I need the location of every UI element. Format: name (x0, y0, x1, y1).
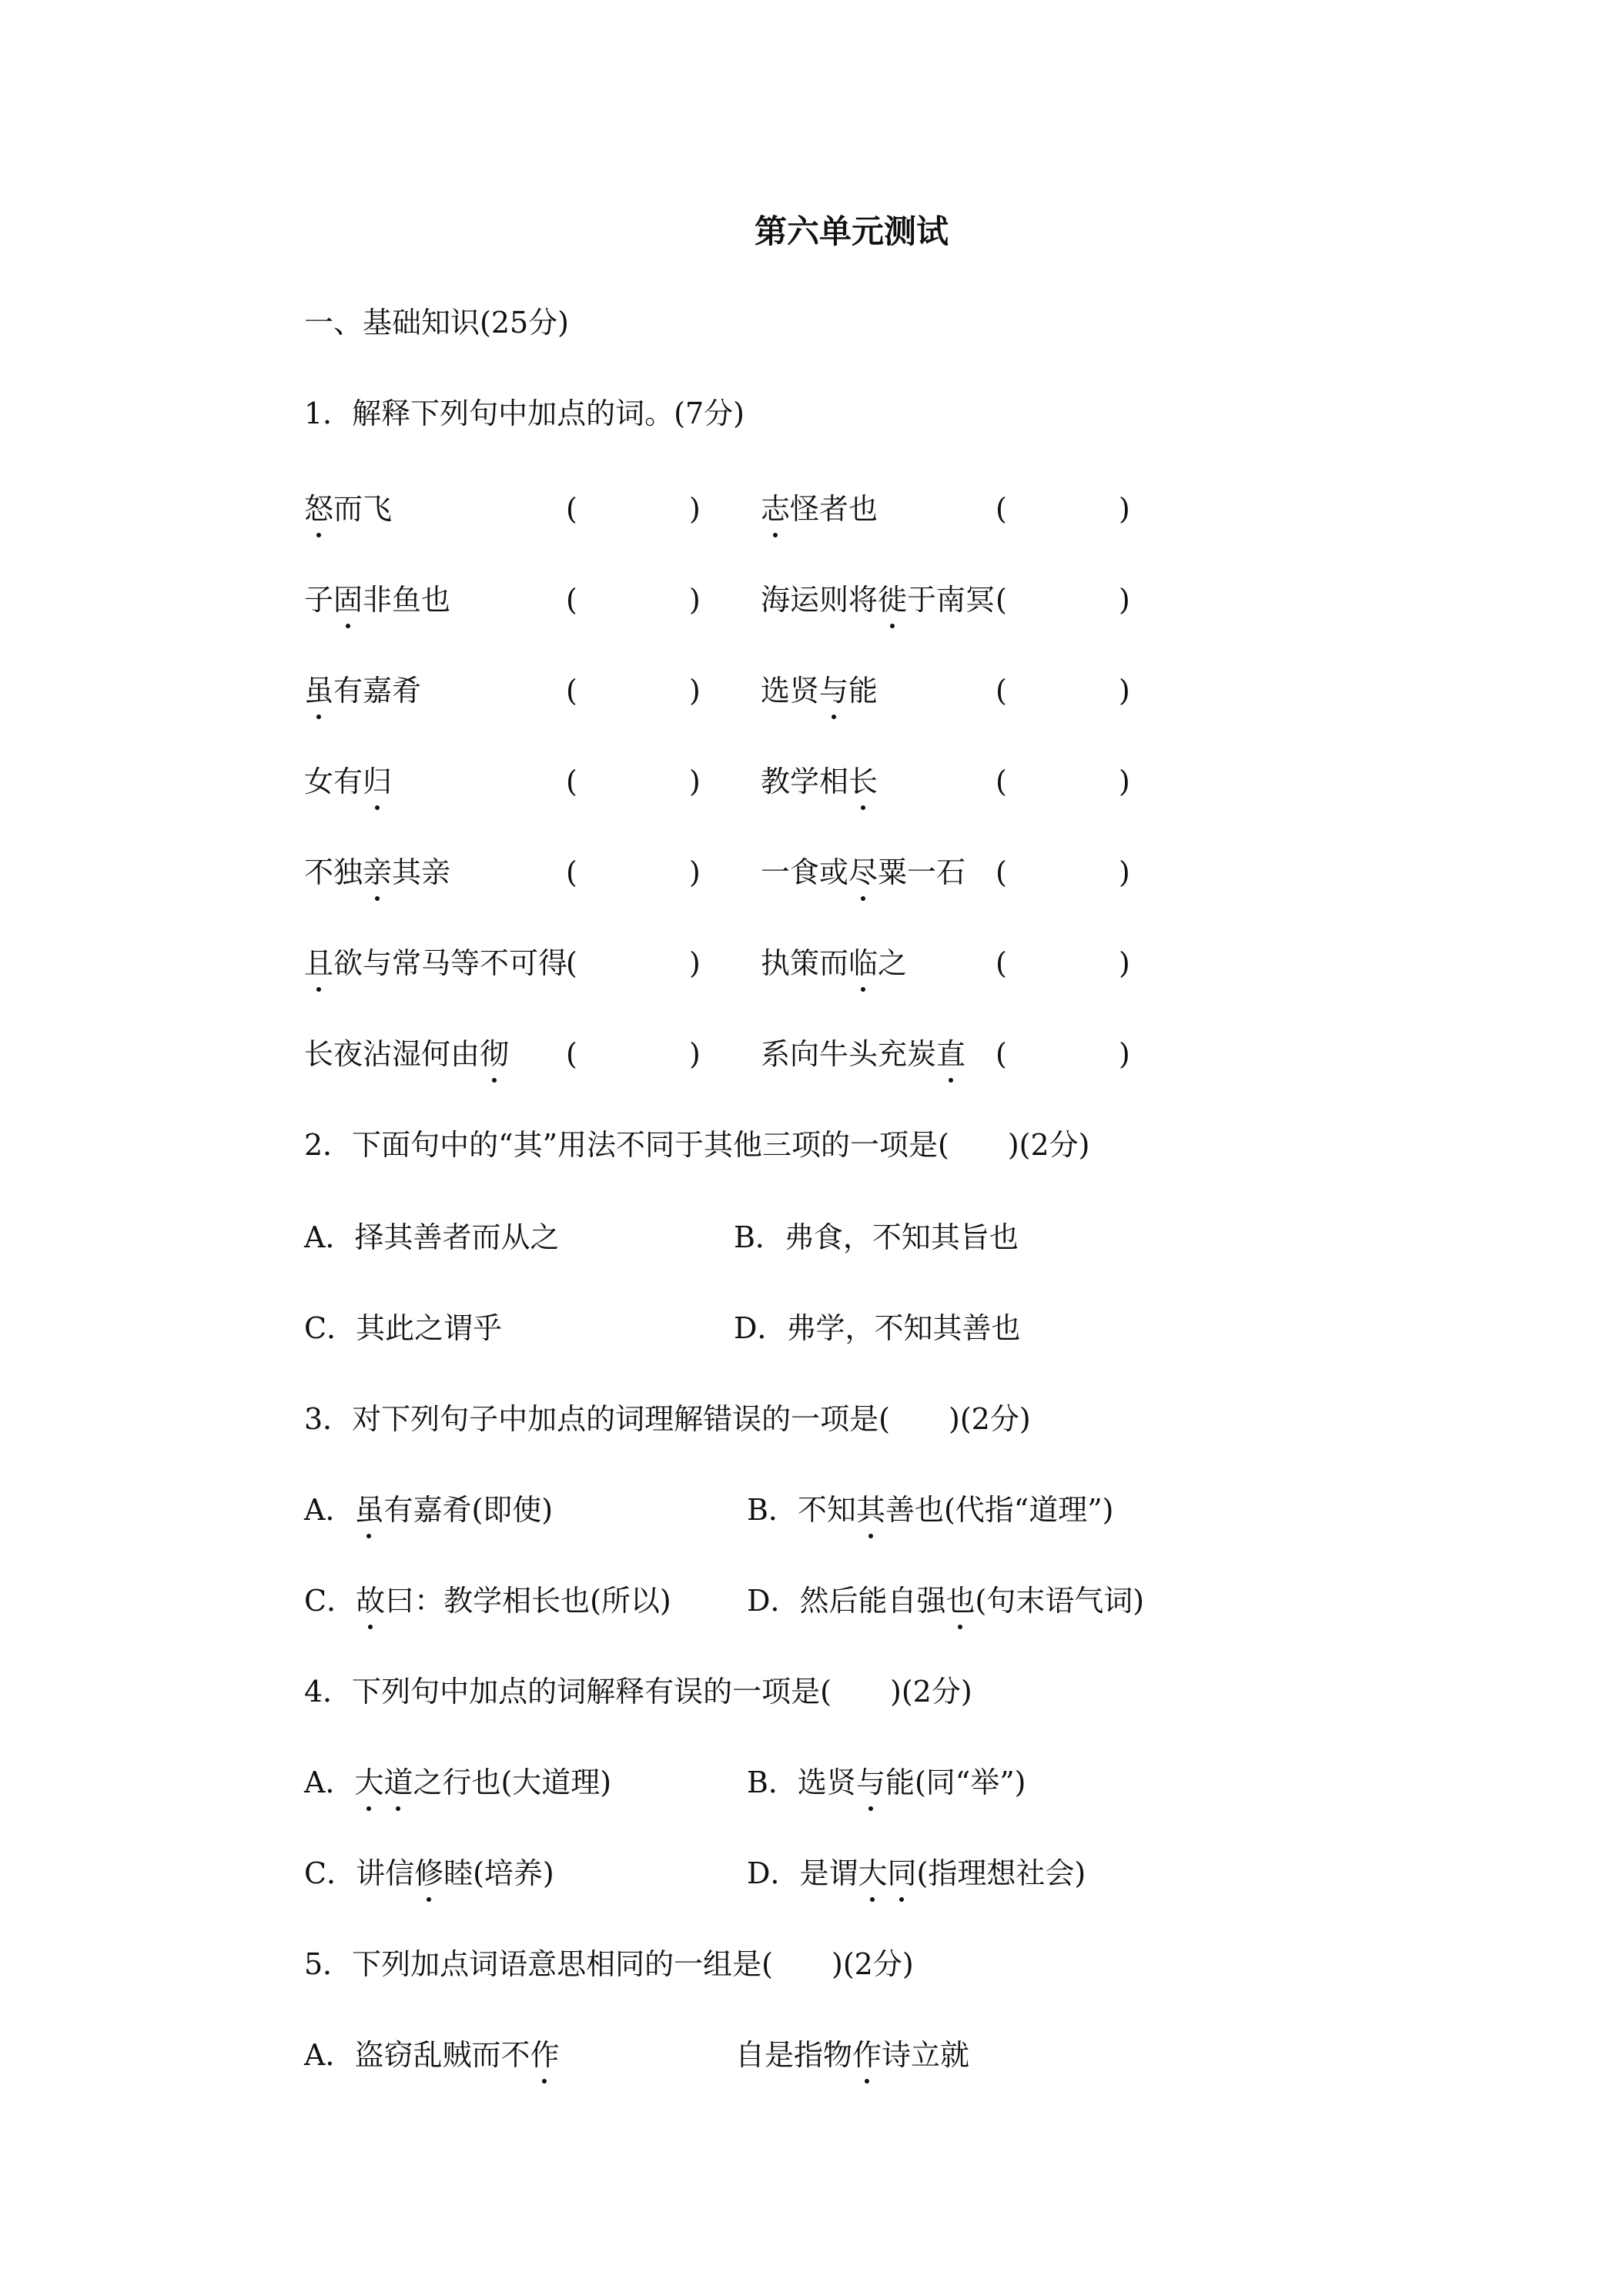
emphasis-dot-word: 虽 (354, 1491, 383, 1529)
emphasis-dot-word: 与 (819, 671, 848, 710)
answer-paren-open: ( (996, 765, 1007, 798)
emphasis-dot-word: 道 (383, 1763, 413, 1802)
answer-paren-close: ) (689, 583, 701, 617)
answer-paren-open: ( (566, 492, 577, 526)
question-1-item-left (304, 944, 567, 982)
emphasis-dot-word: 亲 (363, 853, 392, 892)
answer-paren-close: ) (1119, 855, 1130, 889)
question-1-item-right (761, 1035, 965, 1073)
emphasis-dot-word: 徙 (878, 581, 907, 619)
emphasis-dot-word: 尽 (848, 853, 878, 892)
item-text: 系向牛头充炭 (761, 1037, 937, 1071)
question-1-stem: 1．解释下列句中加点的词。(7分) (304, 397, 745, 430)
answer-paren-close: ) (1119, 492, 1130, 526)
question-1-item-left (304, 671, 421, 710)
emphasis-dot-word: 故 (356, 1581, 385, 1620)
answer-paren-open: ( (566, 674, 577, 708)
answer-paren-close: ) (689, 765, 701, 798)
item-text: 其亲 (392, 855, 451, 889)
question-3-stem: 3．对下列句子中加点的词理解错误的一项是( )(2分) (304, 1402, 1031, 1436)
item-text: 之 (878, 946, 908, 980)
question-2-option-b: B．弗食，不知其旨也 (734, 1220, 1019, 1254)
item-text: 海运则将 (761, 583, 878, 617)
answer-paren-close: ) (689, 946, 701, 980)
question-4-option-a: A．大道之行也(大道理) (304, 1763, 611, 1802)
question-2-option-c: C．其此之谓乎 (304, 1311, 503, 1345)
question-1-item-right (761, 671, 878, 710)
item-text: 能 (848, 674, 878, 708)
question-4-stem: 4．下列句中加点的词解释有误的一项是( )(2分) (304, 1675, 972, 1709)
emphasis-dot-word: 直 (936, 1035, 965, 1073)
question-1-item-left (304, 490, 392, 528)
question-3-option-b: B．不知其善也(代指“道理”) (747, 1491, 1113, 1529)
section-heading: 一、基础知识(25分) (304, 306, 570, 340)
question-1-item-right (761, 853, 965, 892)
answer-paren-close: ) (689, 855, 701, 889)
answer-paren-close: ) (1119, 765, 1130, 798)
answer-paren-open: ( (996, 946, 1007, 980)
question-4-option-c: C．讲信修睦(培养) (304, 1854, 554, 1893)
item-text: 选贤 (761, 674, 820, 708)
answer-paren-open: ( (566, 765, 577, 798)
answer-paren-close: ) (689, 674, 701, 708)
answer-paren-close: ) (1119, 1037, 1130, 1071)
item-text: 而飞 (333, 492, 393, 526)
emphasis-dot-word: 虽 (304, 671, 333, 710)
emphasis-dot-word: 长 (848, 762, 878, 801)
question-1-item-left (304, 581, 450, 619)
emphasis-dot-word: 大 (858, 1854, 887, 1893)
answer-paren-close: ) (689, 1037, 701, 1071)
question-3-option-a: A．虽有嘉肴(即使) (304, 1491, 553, 1529)
item-text: 女有 (304, 765, 363, 798)
emphasis-dot-word: 与 (856, 1763, 885, 1802)
emphasis-dot-word: 同 (887, 1854, 916, 1893)
item-text: 教学相 (761, 765, 849, 798)
question-4-option-d: D．是谓大同(指理想社会) (747, 1854, 1086, 1893)
question-1-item-right (761, 944, 907, 982)
page-title: 第六单元测试 (755, 213, 949, 250)
answer-paren-close: ) (1119, 674, 1130, 708)
question-1-item-right (761, 490, 878, 528)
item-text: 怪者也 (790, 492, 878, 526)
emphasis-dot-word: 大 (354, 1763, 383, 1802)
answer-paren-close: ) (689, 492, 701, 526)
item-text: 子 (304, 583, 334, 617)
item-text: 执策而 (761, 946, 849, 980)
answer-paren-open: ( (566, 946, 577, 980)
item-text: 不独 (304, 855, 363, 889)
emphasis-dot-word: 其 (856, 1491, 885, 1529)
question-2-option-a: A．择其善者而从之 (304, 1220, 560, 1254)
question-1-item-right (761, 762, 878, 801)
emphasis-dot-word: 也 (945, 1581, 975, 1620)
question-1-item-left (304, 1035, 509, 1073)
emphasis-dot-word: 固 (333, 581, 363, 619)
answer-paren-open: ( (566, 1037, 577, 1071)
item-text: 欲与常马等不可得 (333, 946, 568, 980)
question-5-stem: 5．下列加点词语意思相同的一组是( )(2分) (304, 1947, 914, 1981)
answer-paren-open: ( (996, 492, 1007, 526)
question-5-option-a-left: A．盗窃乱贼而不作 (304, 2036, 559, 2074)
question-5-option-a-right: 自是指物作诗立就 (735, 2036, 969, 2074)
item-text: 一食或 (761, 855, 849, 889)
item-text: 长夜沾湿何由 (304, 1037, 480, 1071)
emphasis-dot-word: 修 (414, 1854, 443, 1893)
emphasis-dot-word: 志 (761, 490, 790, 528)
emphasis-dot-word: 归 (363, 762, 392, 801)
answer-paren-close: ) (1119, 946, 1130, 980)
answer-paren-open: ( (996, 855, 1007, 889)
answer-paren-close: ) (1119, 583, 1130, 617)
item-text: 非鱼也 (363, 583, 451, 617)
item-text: 粟一石 (878, 855, 966, 889)
question-2-option-d: D．弗学，不知其善也 (734, 1311, 1021, 1345)
emphasis-dot-word: 作 (852, 2036, 882, 2074)
answer-paren-open: ( (566, 583, 577, 617)
emphasis-dot-word: 临 (848, 944, 878, 982)
emphasis-dot-word: 作 (530, 2036, 559, 2074)
question-3-option-d: D．然后能自强也(句末语气词) (747, 1581, 1144, 1620)
item-text: 有嘉肴 (333, 674, 422, 708)
question-1-item-right (761, 581, 995, 619)
emphasis-dot-word: 怒 (304, 490, 333, 528)
answer-paren-open: ( (996, 674, 1007, 708)
answer-paren-open: ( (566, 855, 577, 889)
question-2-stem: 2．下面句中的“其”用法不同于其他三项的一项是( )(2分) (304, 1128, 1090, 1162)
answer-paren-open: ( (996, 1037, 1007, 1071)
answer-paren-open: ( (996, 583, 1007, 617)
item-text: 于南冥 (907, 583, 996, 617)
emphasis-dot-word: 彻 (480, 1035, 509, 1073)
question-1-item-left (304, 853, 450, 892)
question-4-option-b: B．选贤与能(同“举”) (747, 1763, 1026, 1802)
question-3-option-c: C．故曰：教学相长也(所以) (304, 1581, 671, 1620)
emphasis-dot-word: 且 (304, 944, 333, 982)
question-1-item-left (304, 762, 392, 801)
